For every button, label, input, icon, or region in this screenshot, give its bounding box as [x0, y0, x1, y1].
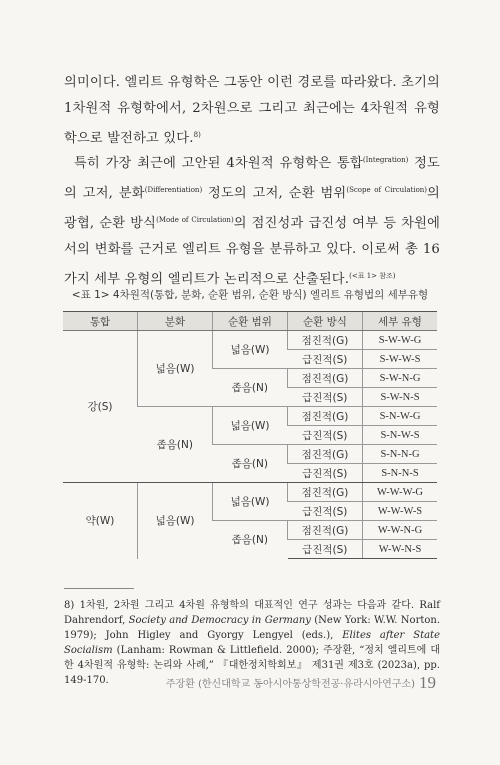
cell-differentiation: 넓음(W)	[138, 331, 213, 407]
cell-mode: 급진적(S)	[288, 388, 363, 407]
cell-subtype: W-W-N-G	[363, 521, 438, 540]
header-subtype: 세부 유형	[363, 312, 438, 331]
page-number: 19	[419, 673, 436, 692]
term-integration: (Integration)	[362, 156, 409, 164]
paragraph-2: 특히 가장 최근에 고안된 4차원적 유형학은 통합$^{(Integration)}$ 정도의 고저, 분화$^{(Differentiation)}$ 정도의 고저, 순환 범위$^{(Scope of Circulation)}$의 광협, 순환 방식$^{(Mode of Circulation)}$의 점진성과 급진성 여부 등 차원에서의 변화를 근거로 엘리트 유형을 분류하고 있다. 이로써 총 16가지 세부 유형의 엘리트가 논리적으로 산출된다.$^{(<표 1> 참조)}$	[64, 156, 441, 287]
page-footer	[166, 673, 436, 693]
cell-mode: 급진적(S)	[288, 502, 363, 521]
running-author: 주장환 (한신대학교 동아시아통상학전공·유라시아연구소)	[165, 679, 415, 690]
cell-mode: 점진적(G)	[288, 445, 363, 464]
cell-scope: 넓음(W)	[213, 331, 288, 369]
cell-subtype: S-N-W-S	[363, 426, 438, 445]
cell-subtype: S-N-N-S	[363, 464, 438, 483]
cell-subtype: W-W-W-G	[363, 483, 438, 502]
footnote: 8) 1차원, 2차원 그리고 4차원 유형학의 대표적인 연구 성과는 다음과 같다. Ralf Dahrendorf, Society and Democracy in Germany (New York: W.W. Norton. 1979); John Higley and Gyorgy Lengyel (eds.), Elites after State Socialism (Lanham: Rowman & Littlefield. 2000); 주장환, “정치 엘리트에 대한 4차원적 유형학: 논리와 사례,” 『대한정치학회보』 제31권 제3호 (2023a), pp. 149-170.	[64, 600, 441, 686]
cell-subtype: W-W-W-S	[363, 502, 438, 521]
cell-subtype: S-W-N-G	[363, 369, 438, 388]
cell-mode: 점진적(G)	[288, 521, 363, 540]
footnote-label: 8)	[64, 600, 75, 611]
cell-subtype: W-W-N-S	[363, 540, 438, 559]
term-mode: (Mode of Circulation)	[156, 216, 234, 224]
cell-scope: 넓음(W)	[213, 407, 288, 445]
cell-scope: 넓음(W)	[213, 483, 288, 521]
cell-subtype: S-W-W-G	[363, 331, 438, 350]
cell-mode: 점진적(G)	[288, 369, 363, 388]
cell-subtype: S-N-N-G	[363, 445, 438, 464]
book-title: Elites after State Socialism	[64, 630, 440, 656]
term-scope: (Scope of Circulation)	[346, 186, 428, 194]
cell-mode: 급진적(S)	[288, 426, 363, 445]
header-integration: 통합	[63, 312, 138, 331]
paragraph-1: 의미이다. 엘리트 유형학은 그동안 이런 경로를 따라왔다. 초기의 1차원적 유형학에서, 2차원으로 그리고 최근에는 4차원적 유형학으로 발전하고 있다.$^{8)}$	[64, 75, 440, 146]
cell-mode: 급진적(S)	[288, 464, 363, 483]
book-title: Society and Democracy in Germany	[128, 615, 311, 626]
cell-subtype: S-W-N-S	[363, 388, 438, 407]
term-differentiation: (Differentiation)	[144, 186, 203, 194]
header-differentiation: 분화	[138, 312, 213, 331]
table-caption: <표 1> 4차원적(통합, 분화, 순환 범위, 순환 방식) 엘리트 유형법의 세부유형	[71, 289, 429, 301]
cell-integration: 약(W)	[63, 483, 138, 559]
footnote-ref: 8)	[193, 131, 201, 139]
cell-mode: 급진적(S)	[288, 540, 363, 559]
table-row	[63, 483, 437, 502]
cell-mode: 점진적(G)	[288, 483, 363, 502]
header-scope: 순환 범위	[213, 312, 288, 331]
cell-mode: 급진적(S)	[288, 350, 363, 369]
footnote-divider	[64, 588, 134, 589]
cell-scope: 좁음(N)	[213, 369, 288, 407]
table-reference: (<표 1> 참조)	[349, 272, 396, 280]
cell-scope: 좁음(N)	[213, 521, 288, 559]
cell-differentiation: 좁음(N)	[138, 407, 213, 483]
elite-typology-table	[63, 311, 437, 559]
cell-mode: 점진적(G)	[288, 331, 363, 350]
header-mode: 순환 방식	[288, 312, 363, 331]
cell-mode: 점진적(G)	[288, 407, 363, 426]
cell-subtype: S-N-W-G	[363, 407, 438, 426]
table-header-row	[63, 312, 437, 331]
table-row	[63, 331, 437, 350]
cell-differentiation: 넓음(W)	[138, 483, 213, 559]
cell-subtype: S-W-W-S	[363, 350, 438, 369]
cell-scope: 좁음(N)	[213, 445, 288, 483]
cell-integration: 강(S)	[63, 331, 138, 483]
